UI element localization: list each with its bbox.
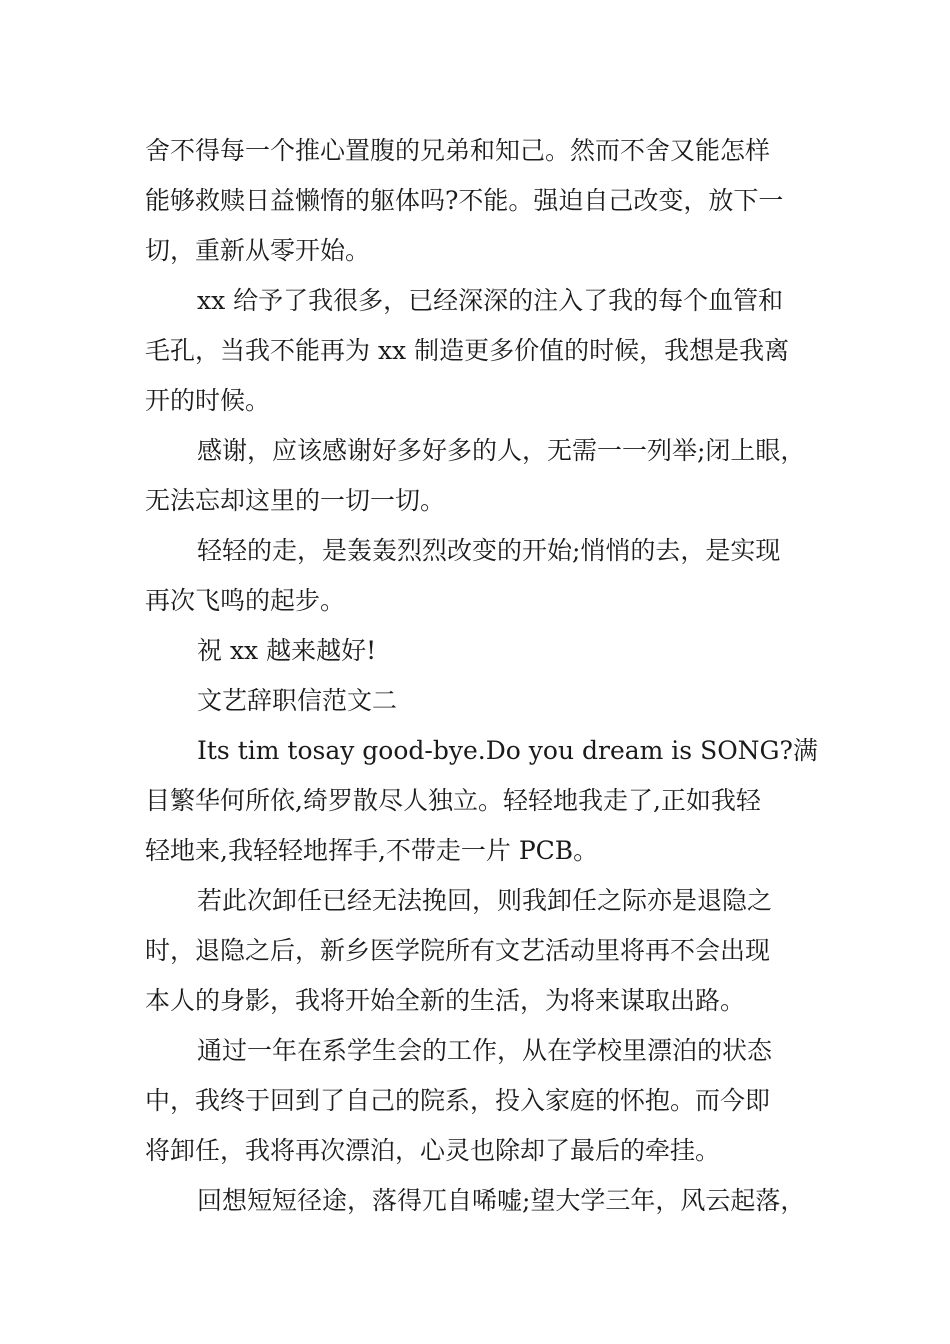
section-heading: 文艺辞职信范文二 [197,686,398,715]
text-line: 能够救赎日益懒惰的躯体吗?不能。强迫自己改变，放下一 [145,186,784,215]
text-line: 回想短短径途，落得兀自唏嘘;望大学三年，风云起落， [197,1186,806,1215]
document-body [145,126,825,1226]
text-line: xx 给予了我很多，已经深深的注入了我的每个血管和 [197,286,784,315]
text-line: 本人的身影，我将开始全新的生活，为将来谋取出路。 [145,986,746,1015]
text-line: Its tim tosay good-bye.Do you dream is SONG?满 [197,736,818,765]
text-line: 轻地来,我轻轻地挥手,不带走一片 PCB。 [145,836,599,865]
text-line: 再次飞鸣的起步。 [145,586,346,615]
text-line: 将卸任，我将再次漂泊，心灵也除却了最后的牵挂。 [145,1136,721,1165]
text-line: 通过一年在系学生会的工作，从在学校里漂泊的状态 [197,1036,773,1065]
text-line: 目繁华何所依,绮罗散尽人独立。轻轻地我走了,正如我轻 [145,786,761,815]
text-line: 感谢，应该感谢好多好多的人，无需一一列举;闭上眼， [197,436,806,465]
text-line: 无法忘却这里的一切一切。 [145,486,446,515]
text-line: 开的时候。 [145,386,271,415]
text-line: 毛孔，当我不能再为 xx 制造更多价值的时候，我想是我离 [145,336,790,365]
text-line: 若此次卸任已经无法挽回，则我卸任之际亦是退隐之 [197,886,773,915]
text-line: 中，我终于回到了自己的院系，投入家庭的怀抱。而今即 [145,1086,771,1115]
text-line: 时，退隐之后，新乡医学院所有文艺活动里将再不会出现 [145,936,771,965]
text-line: 切，重新从零开始。 [145,236,371,265]
text-line: 轻轻的走，是轰轰烈烈改变的开始;悄悄的去，是实现 [197,536,781,565]
text-line: 祝 xx 越来越好! [197,636,377,665]
text-line: 舍不得每一个推心置腹的兄弟和知己。然而不舍又能怎样 [145,136,771,165]
